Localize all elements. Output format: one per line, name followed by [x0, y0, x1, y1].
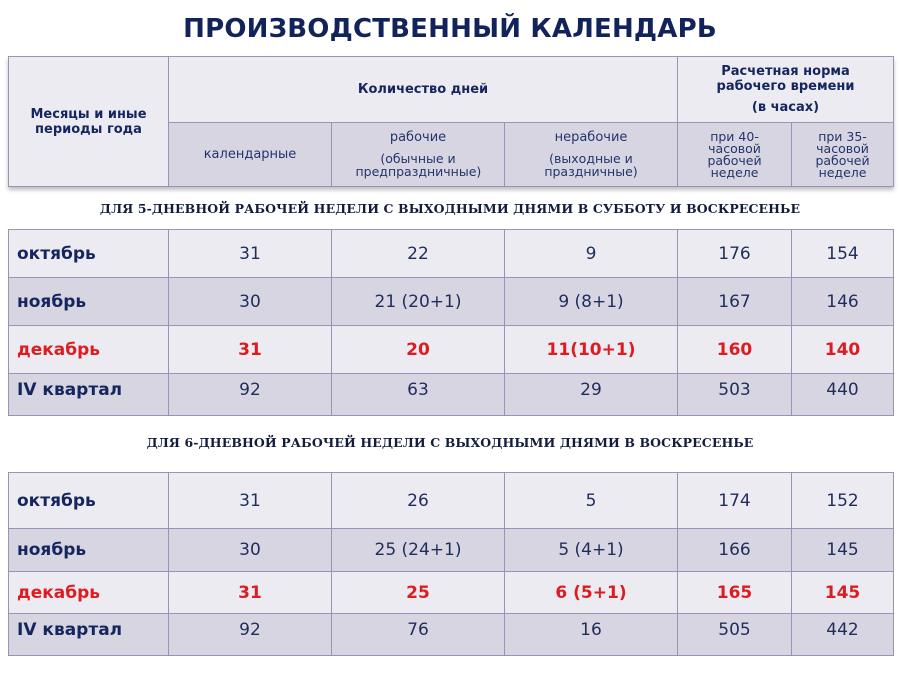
- table-row-total: IV квартал 92 76 16 505 442: [9, 614, 894, 656]
- header-days-count: Количество дней: [169, 57, 678, 123]
- table-row-highlighted: декабрь 31 25 6 (5+1) 165 145: [9, 572, 894, 614]
- header-nonworking: нерабочие (выходные и праздничные): [505, 123, 678, 187]
- header-table: [8, 56, 894, 187]
- table-row: октябрь 31 22 9 176 154: [9, 230, 894, 278]
- table-row: ноябрь 30 21 (20+1) 9 (8+1) 167 146: [9, 278, 894, 326]
- table-5day: [8, 229, 894, 416]
- header-norm: Расчетная норма рабочего времени (в часах): [678, 57, 894, 123]
- table-row: ноябрь 30 25 (24+1) 5 (4+1) 166 145: [9, 529, 894, 572]
- table-row-highlighted: декабрь 31 20 11(10+1) 160 140: [9, 326, 894, 374]
- header-40h: при 40-часовой рабочей неделе: [678, 123, 792, 187]
- table-6day: [8, 472, 894, 656]
- section-title-6day: ДЛЯ 6-ДНЕВНОЙ РАБОЧЕЙ НЕДЕЛИ С ВЫХОДНЫМИ ДНЯМИ В ВОСКРЕСЕНЬЕ: [146, 435, 754, 450]
- header-calendar: календарные: [169, 123, 332, 187]
- table-row-total: IV квартал 92 63 29 503 440: [9, 374, 894, 416]
- header-35h: при 35-часовой рабочей неделе: [792, 123, 894, 187]
- page-title: ПРОИЗВОДСТВЕННЫЙ КАЛЕНДАРЬ: [183, 14, 717, 44]
- header-working: рабочие (обычные и предпраздничные): [332, 123, 505, 187]
- table-row: октябрь 31 26 5 174 152: [9, 473, 894, 529]
- section-title-5day: ДЛЯ 5-ДНЕВНОЙ РАБОЧЕЙ НЕДЕЛИ С ВЫХОДНЫМИ ДНЯМИ В СУББОТУ И ВОСКРЕСЕНЬЕ: [99, 201, 801, 216]
- header-periods: Месяцы и иные периоды года: [9, 57, 169, 187]
